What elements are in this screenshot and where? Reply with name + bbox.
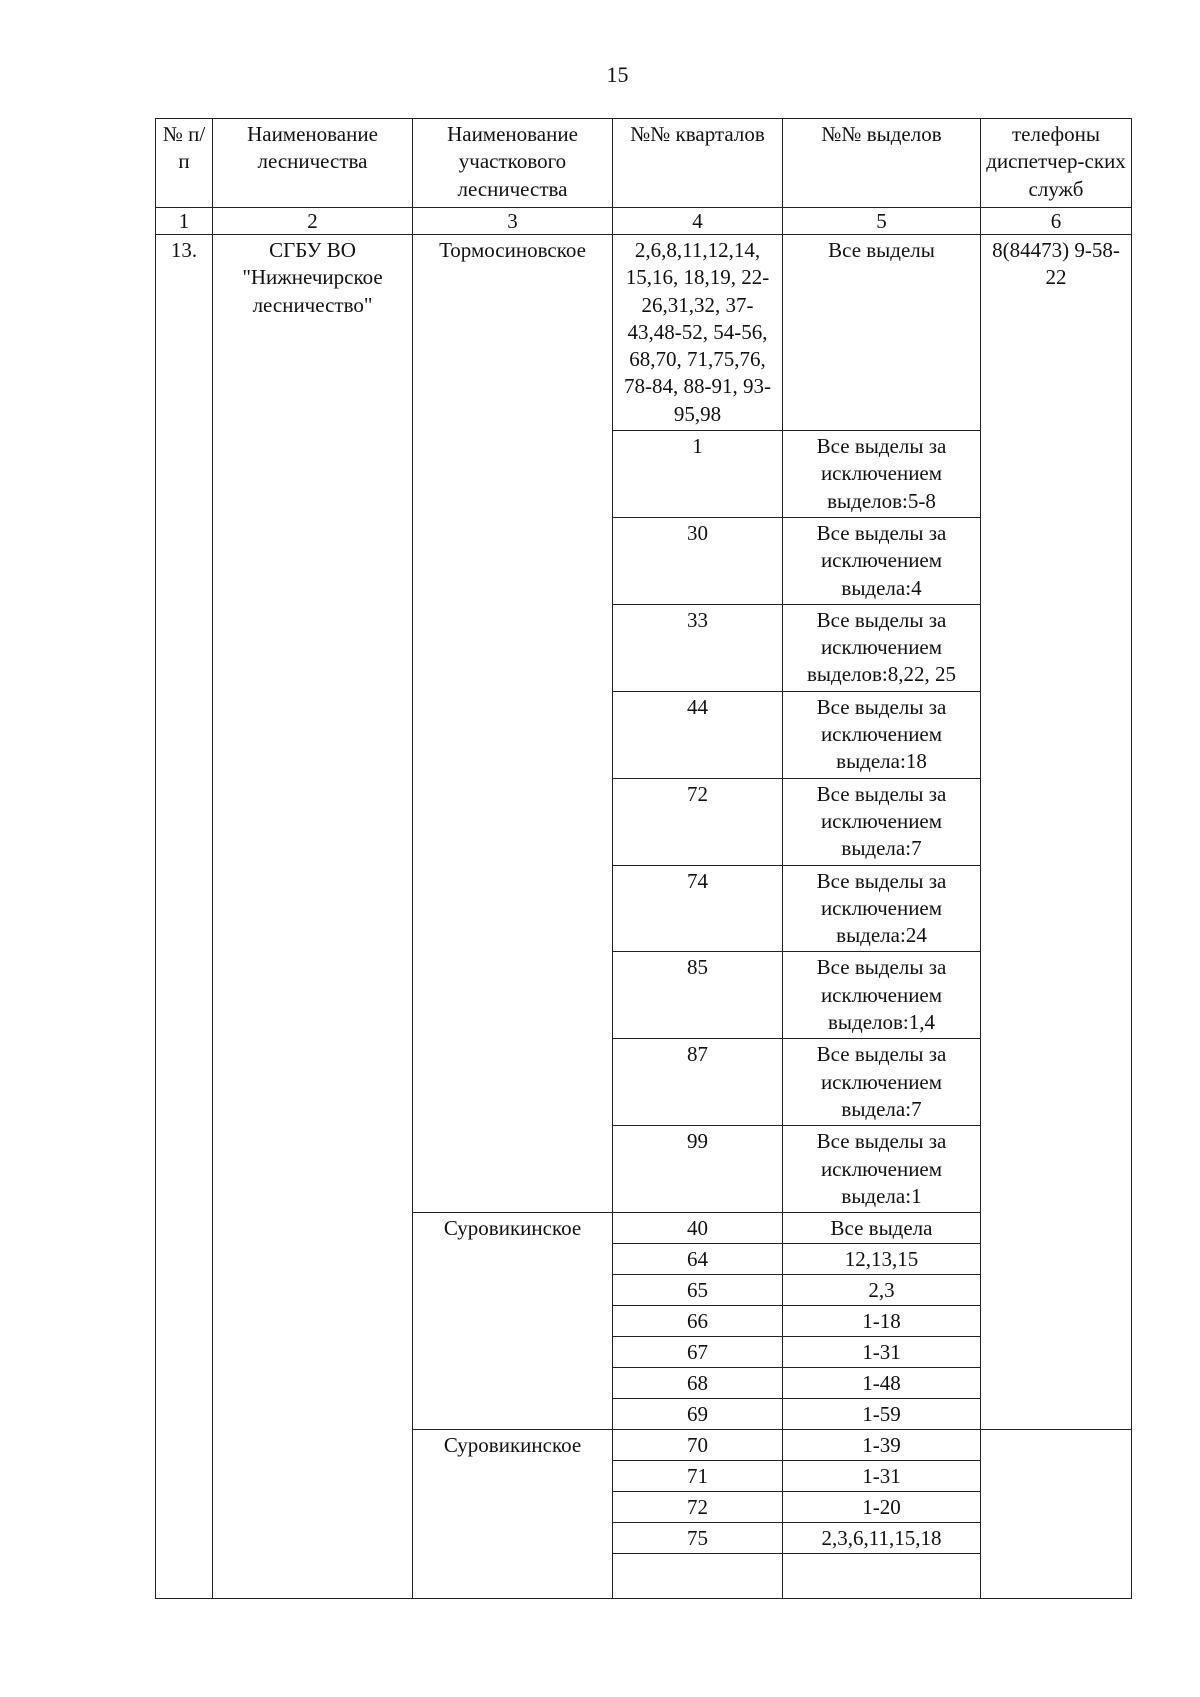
plots-cell: 1-31: [783, 1337, 981, 1368]
plots-cell: Все выдела: [783, 1213, 981, 1244]
plots-cell: 1-59: [783, 1399, 981, 1430]
district-name: Суровикинское: [413, 1213, 613, 1430]
plots-cell: Все выделы за исключением выдела:1: [783, 1126, 981, 1213]
quarters-cell: 75: [613, 1523, 783, 1554]
plots-cell: 1-39: [783, 1430, 981, 1461]
quarters-cell: 65: [613, 1275, 783, 1306]
quarters-cell: 40: [613, 1213, 783, 1244]
plots-cell: 1-20: [783, 1492, 981, 1523]
plots-cell: Все выделы за исключением выдела:7: [783, 778, 981, 865]
page-number: 15: [606, 62, 629, 87]
quarters-cell: 44: [613, 691, 783, 778]
column-number: 5: [783, 208, 981, 235]
quarters-cell: 66: [613, 1306, 783, 1337]
quarters-cell: 74: [613, 865, 783, 952]
header-plots: №№ выделов: [783, 119, 981, 208]
header-forestry: Наименование лесничества: [213, 119, 413, 208]
plots-cell: 12,13,15: [783, 1244, 981, 1275]
phone-cell: 8(84473) 9-58-22: [981, 235, 1132, 1430]
quarters-cell: 33: [613, 604, 783, 691]
header-number: № п/п: [156, 119, 213, 208]
plots-cell: Все выделы за исключением выделов:8,22, 25: [783, 604, 981, 691]
quarters-cell: 70: [613, 1430, 783, 1461]
quarters-cell: 72: [613, 1492, 783, 1523]
header-district: Наименование участкового лесничества: [413, 119, 613, 208]
column-number: 6: [981, 208, 1132, 235]
column-number: 4: [613, 208, 783, 235]
quarters-cell: 69: [613, 1399, 783, 1430]
column-number-row: [156, 208, 1132, 235]
quarters-cell: 71: [613, 1461, 783, 1492]
district-name: Тормосиновское: [413, 235, 613, 1213]
plots-cell: 2,3: [783, 1275, 981, 1306]
forestry-name: СГБУ ВО "Нижнечирское лесничество": [213, 235, 413, 1599]
plots-cell-empty: [783, 1554, 981, 1599]
plots-cell: Все выделы за исключением выдела:24: [783, 865, 981, 952]
quarters-cell: 99: [613, 1126, 783, 1213]
plots-cell: 1-31: [783, 1461, 981, 1492]
quarters-cell: 1: [613, 431, 783, 518]
header-phones: телефоны диспетчер-ских служб: [981, 119, 1132, 208]
plots-cell: Все выделы за исключением выдела:18: [783, 691, 981, 778]
plots-cell: Все выделы за исключением выдела:7: [783, 1039, 981, 1126]
quarters-cell: 30: [613, 517, 783, 604]
plots-cell: 2,3,6,11,15,18: [783, 1523, 981, 1554]
header-quarters: №№ кварталов: [613, 119, 783, 208]
quarters-cell: 85: [613, 952, 783, 1039]
plots-cell: Все выделы за исключением выдела:4: [783, 517, 981, 604]
plots-cell: Все выделы за исключением выделов:5-8: [783, 431, 981, 518]
table-row: [156, 235, 1132, 431]
quarters-cell: 64: [613, 1244, 783, 1275]
quarters-cell: 2,6,8,11,12,14, 15,16, 18,19, 22-26,31,32, 37-43,48-52, 54-56, 68,70, 71,75,76, 78-84, 88-91, 93-95,98: [613, 235, 783, 431]
district-name: Суровикинское: [413, 1430, 613, 1599]
plots-cell: 1-18: [783, 1306, 981, 1337]
entry-number: 13.: [156, 235, 213, 1599]
column-number: 3: [413, 208, 613, 235]
header-row: [156, 119, 1132, 208]
quarters-cell: 87: [613, 1039, 783, 1126]
phone-cell-empty: [981, 1430, 1132, 1599]
plots-cell: Все выделы: [783, 235, 981, 431]
quarters-cell: 72: [613, 778, 783, 865]
plots-cell: 1-48: [783, 1368, 981, 1399]
column-number: 2: [213, 208, 413, 235]
forest-table: [155, 118, 1132, 1599]
quarters-cell: 67: [613, 1337, 783, 1368]
quarters-cell: 68: [613, 1368, 783, 1399]
plots-cell: Все выделы за исключением выделов:1,4: [783, 952, 981, 1039]
column-number: 1: [156, 208, 213, 235]
quarters-cell-empty: [613, 1554, 783, 1599]
